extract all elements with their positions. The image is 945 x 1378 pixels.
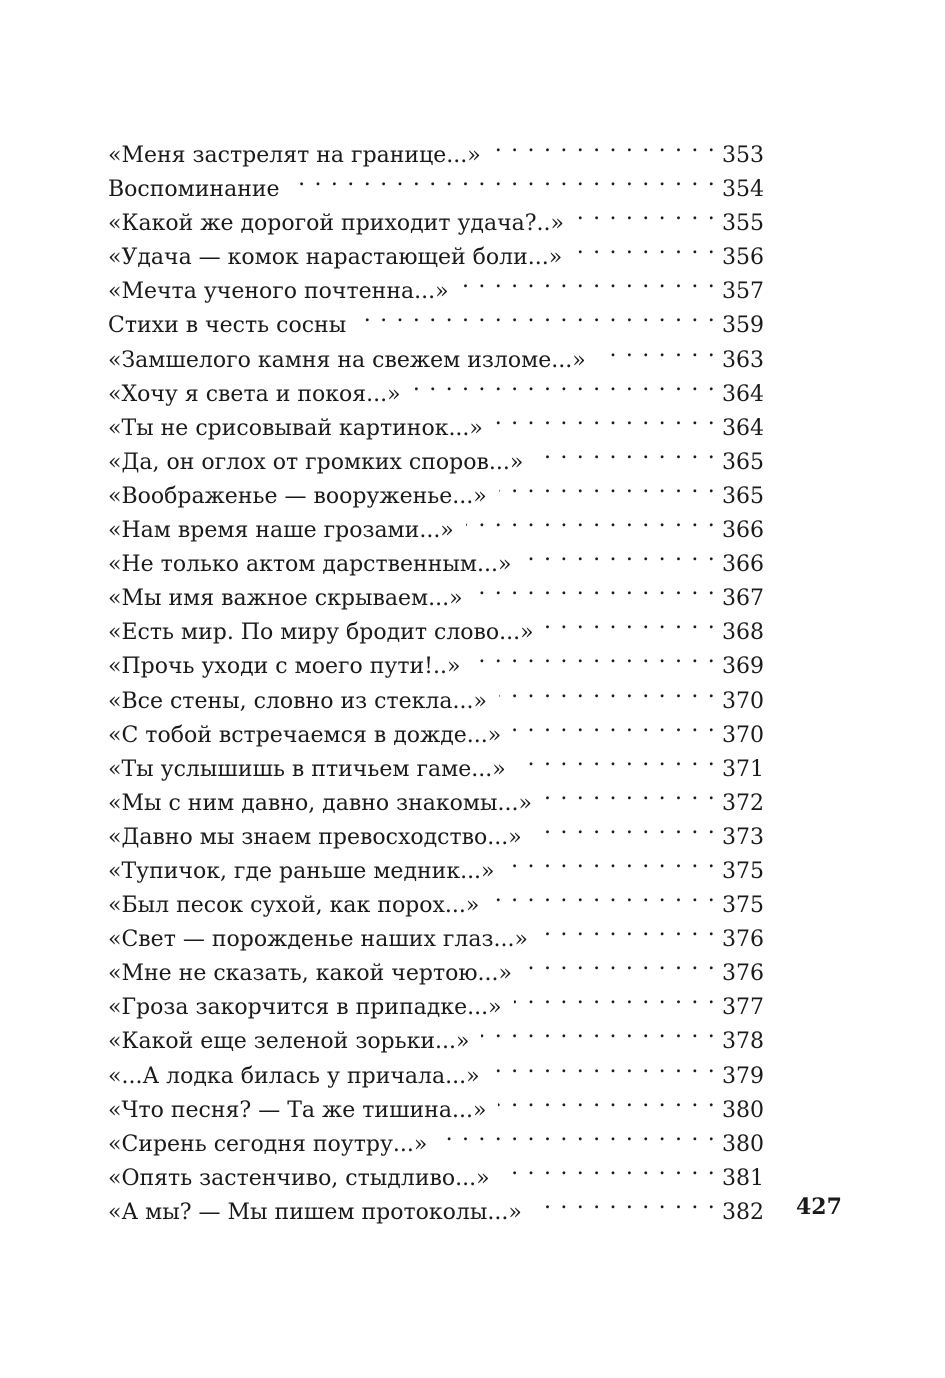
toc-entry-title: «Нам время наше грозами...» xyxy=(108,518,454,544)
dot-leader xyxy=(535,435,716,469)
toc-entry-title: «Был песок сухой, как порох...» xyxy=(108,893,480,919)
toc-entry-title: Стихи в честь сосны xyxy=(108,313,347,339)
dot-leader xyxy=(461,264,716,298)
dot-leader xyxy=(492,1049,716,1083)
toc-entry-page: 355 xyxy=(722,211,764,237)
toc-entry-title: «...А лодка билась у причала...» xyxy=(108,1063,480,1089)
toc-entry-title: «Не только актом дарственным...» xyxy=(108,552,512,578)
toc-entry-title: «Удача — комок нарастающей боли...» xyxy=(108,245,563,271)
toc-entry-title: «Тупичок, где раньше медник...» xyxy=(108,858,495,884)
toc-entry-page: 377 xyxy=(722,995,764,1021)
dot-leader xyxy=(534,810,716,844)
toc-entry-page: 363 xyxy=(722,347,764,373)
toc-entry-page: 365 xyxy=(722,483,764,509)
toc-entry-title: «Мечта ученого почтенна...» xyxy=(108,279,449,305)
dot-leader xyxy=(495,401,716,435)
toc-entry-page: 380 xyxy=(722,1097,764,1123)
toc-entry-page: 368 xyxy=(722,620,764,646)
toc-entry-page: 382 xyxy=(722,1199,764,1225)
toc-entry-title: «Какой еще зеленой зорьки...» xyxy=(108,1029,470,1055)
dot-leader xyxy=(472,639,716,673)
dot-leader xyxy=(439,1117,716,1151)
toc-entry-page: 369 xyxy=(722,654,764,680)
dot-leader xyxy=(540,912,716,946)
page-number: 427 xyxy=(796,1194,842,1220)
dot-leader xyxy=(491,878,716,912)
toc-entry-page: 366 xyxy=(722,552,764,578)
toc-entry-page: 381 xyxy=(722,1165,764,1191)
toc-entry-page: 359 xyxy=(722,313,764,339)
dot-leader xyxy=(493,128,716,162)
dot-leader xyxy=(574,230,716,264)
toc-entry-title: «Сирень сегодня поутру...» xyxy=(108,1131,428,1157)
dot-leader xyxy=(524,946,716,980)
toc-entry-title: «Воображенье — вооруженье...» xyxy=(108,483,487,509)
toc-entry-title: «А мы? — Мы пишем протоколы...» xyxy=(108,1199,522,1225)
toc-entry-title: «Ты не срисовывай картинок...» xyxy=(108,415,483,441)
toc-entry-title: «Давно мы знаем превосходство...» xyxy=(108,824,522,850)
toc-entry-page: 354 xyxy=(722,177,764,203)
toc-entry-title: Воспоминание xyxy=(108,177,280,203)
toc-entry-title: «Замшелого камня на свежем изломе...» xyxy=(108,347,586,373)
toc-entry-page: 371 xyxy=(722,756,764,782)
toc-entry-title: «Какой же дорогой приходит удача?..» xyxy=(108,211,564,237)
toc-entry-title: «Что песня? — Та же тишина...» xyxy=(108,1097,487,1123)
toc-entry-title: «Мы с ним давно, давно знакомы...» xyxy=(108,790,532,816)
dot-leader xyxy=(498,1083,716,1117)
dot-leader xyxy=(546,605,716,639)
dot-leader xyxy=(466,503,716,537)
dot-leader xyxy=(514,980,716,1014)
toc-entry-page: 357 xyxy=(722,279,764,305)
dot-leader xyxy=(475,571,716,605)
toc-entry-page: 376 xyxy=(722,927,764,953)
dot-leader xyxy=(499,469,716,503)
toc-entry-page: 364 xyxy=(722,381,764,407)
toc-entry-page: 356 xyxy=(722,245,764,271)
dot-leader xyxy=(413,367,716,401)
toc-entry-title: «Хочу я света и покоя...» xyxy=(108,381,401,407)
toc-entry-page: 366 xyxy=(722,518,764,544)
toc-entry-page: 375 xyxy=(722,858,764,884)
dot-leader xyxy=(513,708,716,742)
dot-leader xyxy=(518,742,716,776)
toc-entry-page: 378 xyxy=(722,1029,764,1055)
toc-entry-title: «Все стены, словно из стекла...» xyxy=(108,688,487,714)
dot-leader xyxy=(523,537,716,571)
toc-entry-title: «Есть мир. По миру бродит слово...» xyxy=(108,620,534,646)
toc-entry-page: 376 xyxy=(722,961,764,987)
dot-leader xyxy=(499,674,716,708)
toc-entry-page: 379 xyxy=(722,1063,764,1089)
toc-entry-page: 365 xyxy=(722,449,764,475)
dot-leader xyxy=(534,1185,716,1219)
toc-entry xyxy=(108,128,764,168)
dot-leader xyxy=(598,333,716,367)
dot-leader xyxy=(507,844,716,878)
toc-entry-page: 353 xyxy=(722,143,764,168)
toc-entry-title: «Опять застенчиво, стыдливо...» xyxy=(108,1165,490,1191)
toc-entry-page: 373 xyxy=(722,824,764,850)
dot-leader xyxy=(576,196,716,230)
toc-entry-title: «С тобой встречаемся в дожде...» xyxy=(108,722,502,748)
toc-entry-title: «Мне не сказать, какой чертою...» xyxy=(108,961,512,987)
toc-entry-title: «Мы имя важное скрываем...» xyxy=(108,586,463,612)
toc-entry-title: «Меня застрелят на границе...» xyxy=(108,143,481,168)
toc-entry-page: 375 xyxy=(722,893,764,919)
toc-entry-page: 372 xyxy=(722,790,764,816)
toc-entry-page: 380 xyxy=(722,1131,764,1157)
toc-entry-title: «Гроза закорчится в припадке...» xyxy=(108,995,502,1021)
toc-entry-title: «Свет — порожденье наших глаз...» xyxy=(108,927,528,953)
toc-entry-title: «Да, он оглох от громких споров...» xyxy=(108,449,524,475)
toc-entry-title: «Ты услышишь в птичьем гаме...» xyxy=(108,756,506,782)
toc-entry-page: 367 xyxy=(722,586,764,612)
dot-leader xyxy=(358,298,716,332)
dot-leader xyxy=(544,776,716,810)
toc-entry-page: 370 xyxy=(722,688,764,714)
dot-leader xyxy=(292,162,716,196)
table-of-contents xyxy=(108,128,764,1225)
dot-leader xyxy=(502,1151,716,1185)
toc-entry-page: 370 xyxy=(722,722,764,748)
dot-leader xyxy=(481,1014,716,1048)
toc-entry-title: «Прочь уходи с моего пути!..» xyxy=(108,654,461,680)
toc-entry-page: 364 xyxy=(722,415,764,441)
